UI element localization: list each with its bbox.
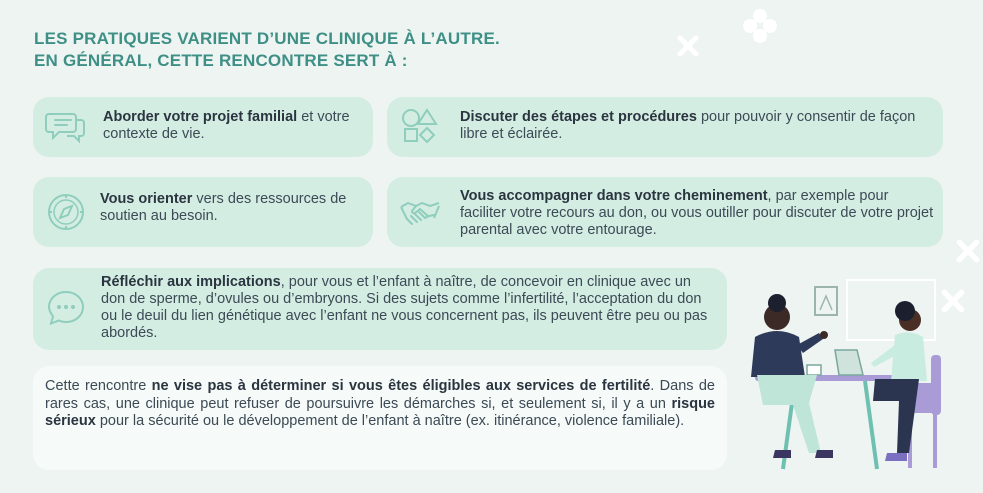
card-rest: , pour vous et l’enfant à naître, de concevoir en clinique avec un don de sperme, d’ovules ou d’embryons. Si des sujets comme l’infertilité, l’acceptation du don ou le deuil du lien génétique avec l’enfant ne vous concernent pas, ils peuvent être peu ou pas abordés. [101,274,708,341]
note-text-1: Cette rencontre [45,378,152,394]
decorative-cross-icon [676,34,700,58]
card-text [460,109,930,143]
card-text [103,109,363,143]
decorative-cross-icon [955,238,981,264]
handshake-icon [399,191,441,233]
compass-icon [45,191,87,233]
card-bold: Réfléchir aux implications [101,274,281,290]
card-reflechir [33,268,727,350]
note-text-2: . Dans de rares cas, une clinique peut refuser de poursuivre les démarches si, et seulement si, il y a un [45,378,715,412]
info-note [33,366,727,470]
card-rest: et votre contexte de vie. [103,109,350,142]
card-text [101,274,716,342]
card-bold: Vous accompagner dans votre cheminement [460,188,768,204]
note-bold-2: risque sérieux [45,395,715,429]
card-accompagner [387,177,943,247]
title-line-2: EN GÉNÉRAL, CETTE RENCONTRE SERT À : [34,51,408,70]
note-text-3: pour la sécurité ou le développement de l’enfant à naître (ex. itinérance, violence familiale). [95,413,685,429]
page-title [34,28,500,72]
decorative-flower-icon [740,6,780,46]
chat-dots-icon [45,288,87,330]
card-rest: vers des ressources de soutien au besoin. [100,191,347,224]
card-projet-familial [33,97,373,157]
card-etapes [387,97,943,157]
card-bold: Vous orienter [100,191,193,207]
card-bold: Aborder votre projet familial [103,109,298,125]
consultation-illustration [735,275,965,475]
card-bold: Discuter des étapes et procédures [460,109,697,125]
card-text [460,188,935,239]
note-bold-1: ne vise pas à déterminer si vous êtes éligibles aux services de fertilité [151,378,651,394]
shapes-icon [399,105,441,147]
card-rest: pour pouvoir y consentir de façon libre et éclairée. [460,109,916,142]
card-orienter [33,177,373,247]
title-line-1: LES PRATIQUES VARIENT D’UNE CLINIQUE À L’AUTRE. [34,29,500,48]
card-rest: , par exemple pour faciliter votre recours au don, ou vous outiller pour discuter de votre projet parental avec votre entourage. [460,188,934,238]
speech-bubbles-icon [45,106,87,148]
card-text [100,191,360,225]
